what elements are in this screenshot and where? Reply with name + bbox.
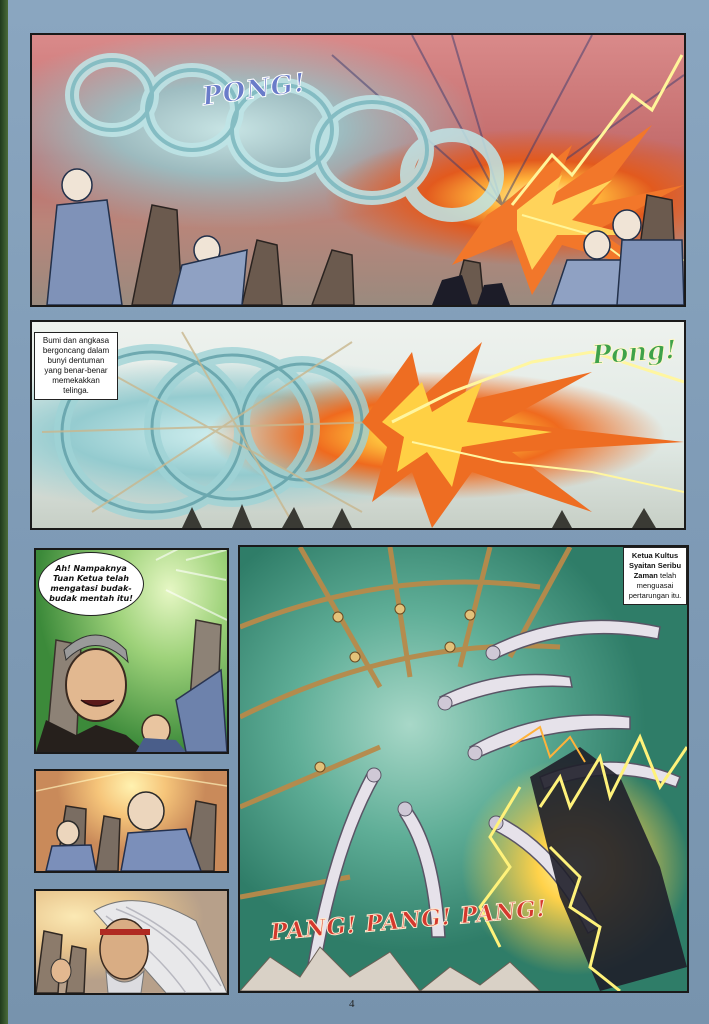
panel-6-bone-wheel-attack <box>238 545 689 993</box>
panel-2-explosion <box>30 320 686 530</box>
panel-2-artwork <box>32 322 684 528</box>
caption-leader-text: telah menguasai pertarungan itu. <box>628 571 682 600</box>
speech-balloon: Ah! Nampaknya Tuan Ketua telah mengatasi budak-budak mentah itu! <box>38 552 144 616</box>
panel-3-onlooker <box>34 548 229 754</box>
page-number: 4 <box>349 998 355 1010</box>
binding-spine <box>0 0 8 1024</box>
panel-5-artwork <box>36 891 227 993</box>
panel-4-monks <box>34 769 229 873</box>
panel-1-artwork <box>32 35 684 305</box>
narration-caption: Bumi dan angkasa bergoncang dalam bunyi dentuman yang benar-benar memekakkan telinga. <box>34 332 118 400</box>
panel-4-artwork <box>36 771 227 871</box>
panel-1-clash-scene <box>30 33 686 307</box>
sfx-pong-top: PONG! <box>200 67 309 113</box>
sfx-pong-right: Pong! <box>591 335 678 371</box>
caption-leader-name: Ketua Kultus Syaitan Seribu Zaman <box>628 551 682 580</box>
sfx-pang: PANG! PANG! PANG! <box>269 894 548 947</box>
panel-5-white-haired-man <box>34 889 229 995</box>
narration-caption-leader <box>623 547 687 605</box>
